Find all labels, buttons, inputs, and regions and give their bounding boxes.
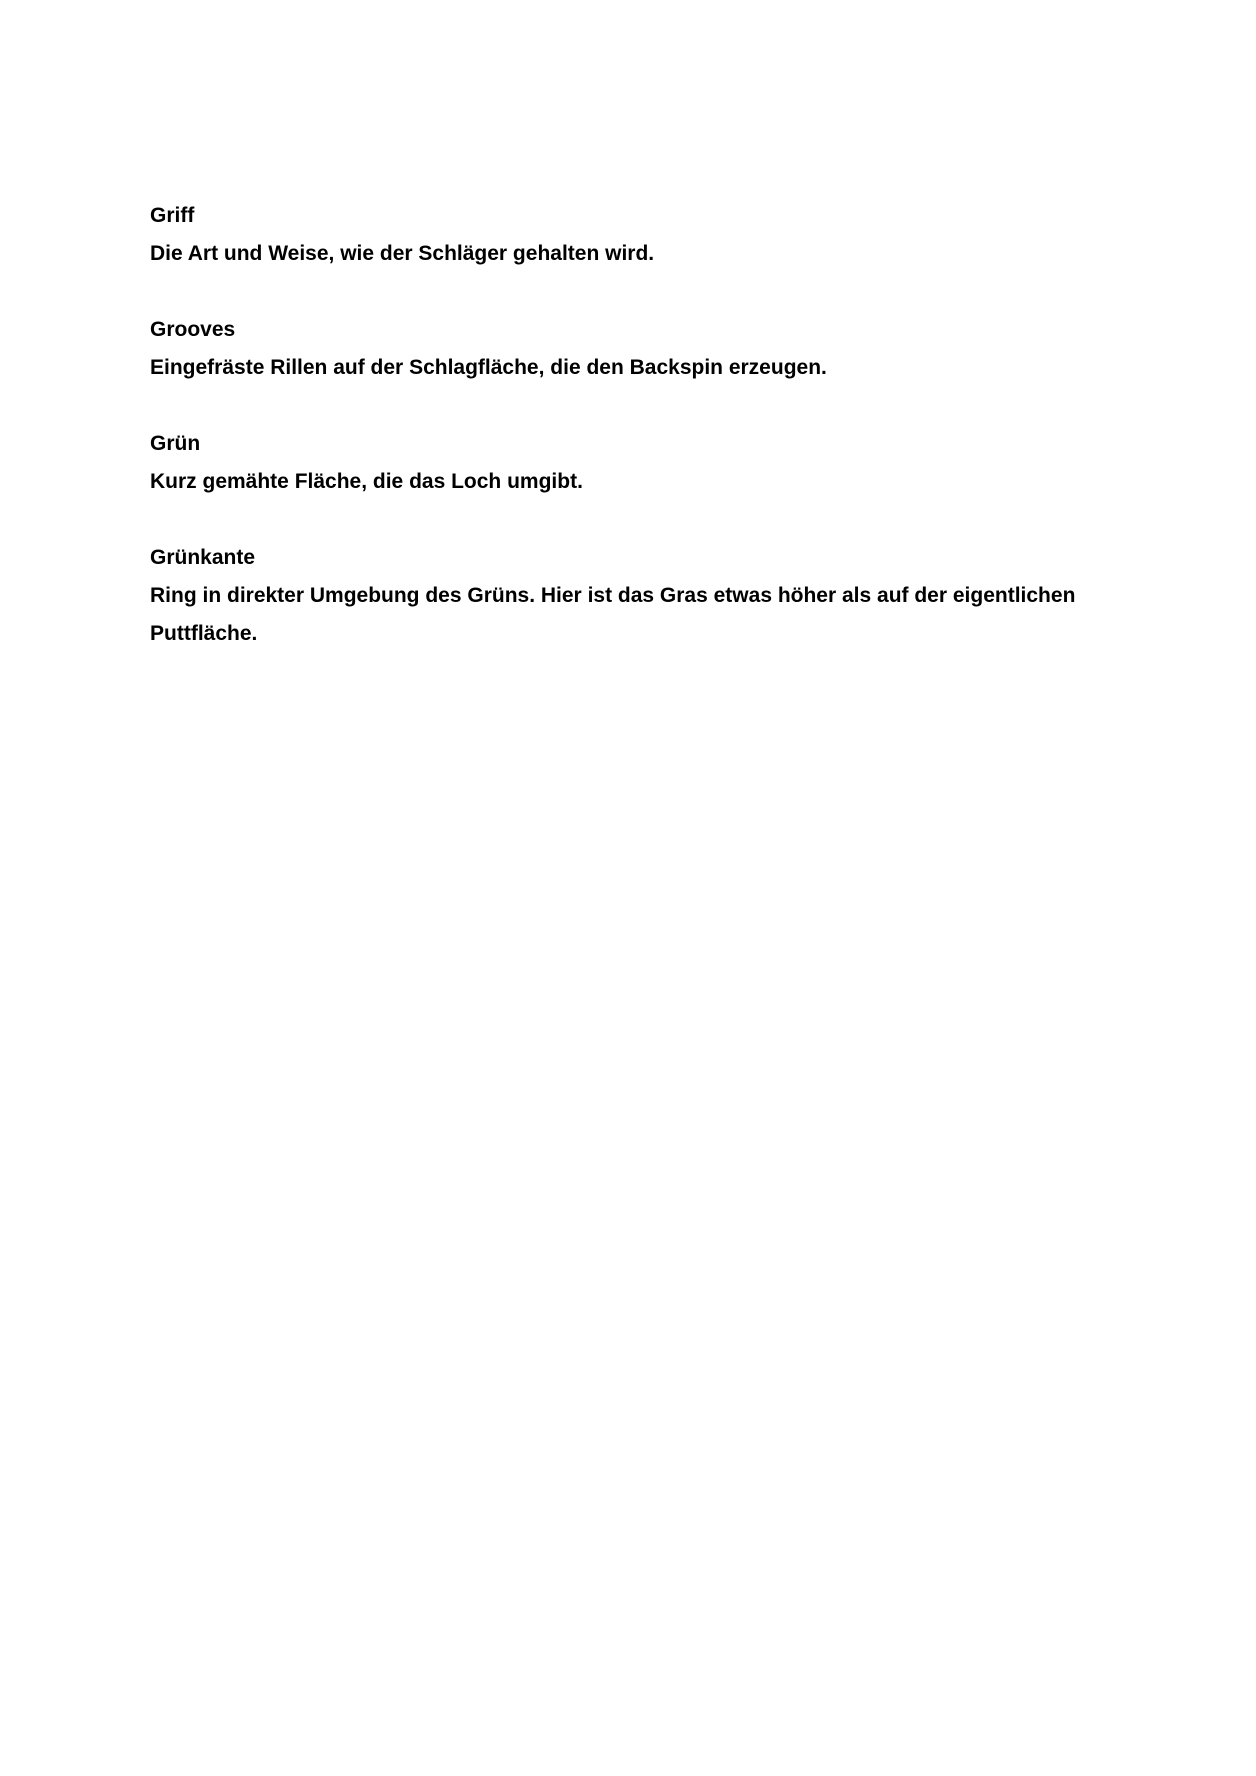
glossary-term: Griff (150, 204, 195, 227)
glossary-definition: Ring in direkter Umgebung des Grüns. Hier ist das Gras etwas höher als auf der eigentlichen Puttfläche. (150, 584, 1076, 645)
glossary-definition: Kurz gemähte Fläche, die das Loch umgibt. (150, 470, 583, 493)
glossary-term: Grün (150, 432, 201, 455)
glossary-definition: Eingefräste Rillen auf der Schlagfläche, die den Backspin erzeugen. (150, 356, 827, 379)
glossary-term: Grünkante (150, 546, 256, 569)
glossary-entry (150, 425, 1100, 501)
glossary-entry (150, 539, 1100, 653)
glossary-list (150, 197, 1100, 691)
glossary-entry (150, 197, 1100, 273)
glossary-entry (150, 311, 1100, 387)
glossary-definition: Die Art und Weise, wie der Schläger gehalten wird. (150, 242, 655, 265)
glossary-term: Grooves (150, 318, 236, 341)
